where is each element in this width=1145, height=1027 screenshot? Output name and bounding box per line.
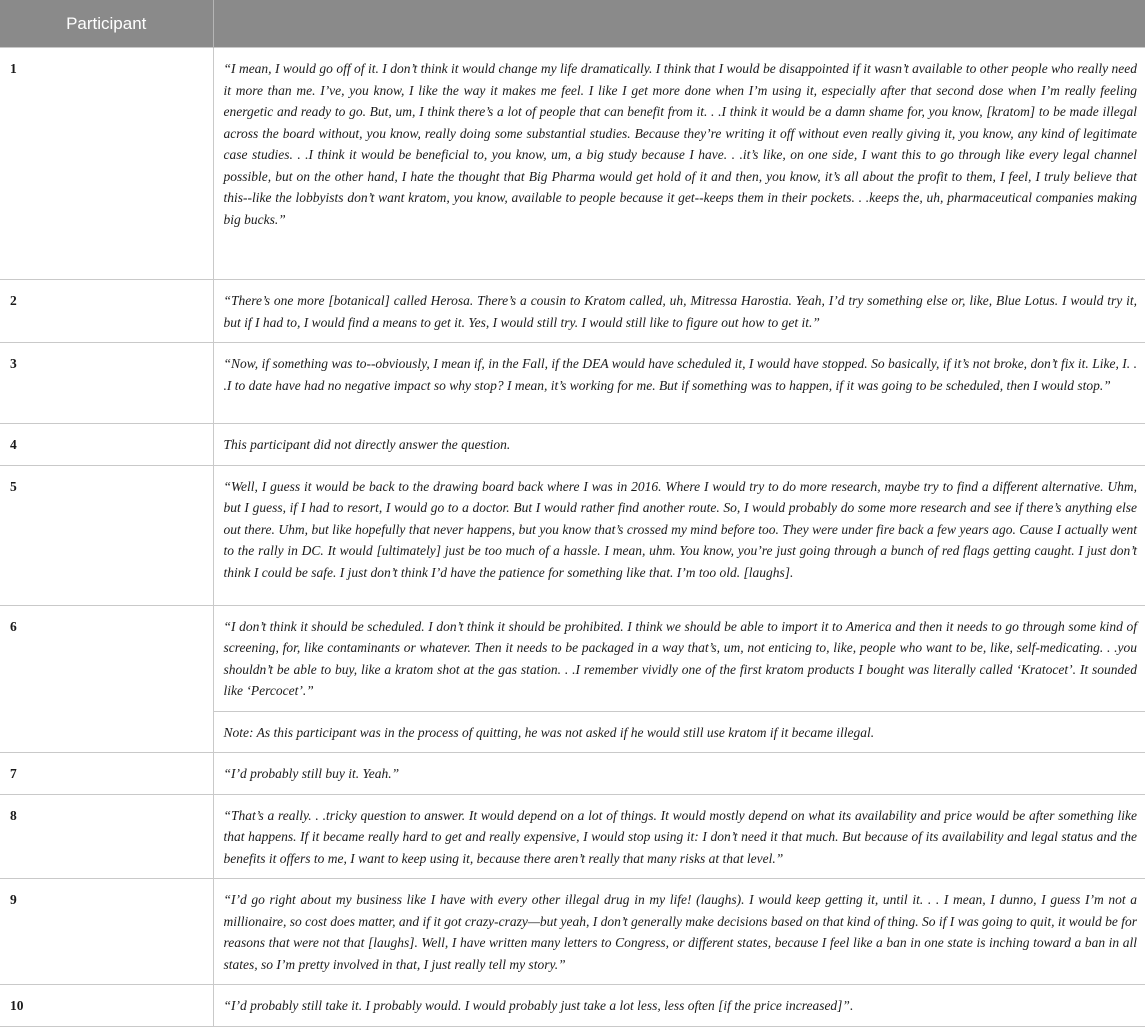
participant-quote: “Now, if something was to--obviously, I mean if, in the Fall, if the DEA would have scheduled it, I would have stopped. So basically, if it’s not broke, don’t fix it. Like, I. . .I to date have had no negative impact so why stop? I mean, it’s working for me. But if something was to happen, if it was going to be scheduled, then I would stop.” (213, 343, 1145, 424)
participant-id: 4 (0, 424, 213, 466)
participant-id: 5 (0, 465, 213, 605)
participant-column-header: Participant (0, 0, 213, 48)
participant-id: 3 (0, 343, 213, 424)
participant-quote: “I’d probably still take it. I probably would. I would probably just take a lot less, less often [if the price increased]”. (213, 985, 1145, 1027)
table-body (0, 48, 1145, 1027)
participant-id: 9 (0, 879, 213, 985)
header-row (0, 0, 1145, 48)
table-row (0, 794, 1145, 879)
participant-id: 1 (0, 48, 213, 280)
table-row (0, 343, 1145, 424)
table-row (0, 879, 1145, 985)
table-row (0, 280, 1145, 343)
participant-quote: This participant did not directly answer the question. (213, 424, 1145, 466)
participant-id: 10 (0, 985, 213, 1027)
table-row (0, 985, 1145, 1027)
participant-note: Note: As this participant was in the process of quitting, he was not asked if he would still use kratom if it became illegal. (213, 711, 1145, 753)
table-header (0, 0, 1145, 48)
participant-id: 7 (0, 753, 213, 795)
table-row (0, 48, 1145, 280)
participant-quote: “That’s a really. . .tricky question to answer. It would depend on a lot of things. It would mostly depend on what its availability and price would be after something like that happens. If it became really hard to get and really expensive, I would stop using it: I don’t need it that much. But because of its availability and legal status and the benefits it offers to me, I want to keep using it, because there aren’t really that many risks at that level.” (213, 794, 1145, 879)
table-row (0, 424, 1145, 466)
participant-quote: “I don’t think it should be scheduled. I don’t think it should be prohibited. I think we should be able to import it to America and then it needs to go through some kind of screening, for, like contaminants or whatever. Then it needs to be packaged in a way that’s, um, not enticing to, like, people who want to be, like, self-medicating. . .you shouldn’t be able to buy, like a kratom shot at the gas station. . .I remember vividly one of the first kratom products I bought was literally called ‘Kratocet’. It sounded like ‘Percocet’.” (213, 605, 1145, 711)
participant-quote: “There’s one more [botanical] called Herosa. There’s a cousin to Kratom called, uh, Mitressa Harostia. Yeah, I’d try something else or, like, Blue Lotus. I would try it, but if I had to, I would find a means to get it. Yes, I would still try. I would still like to figure out how to get it.” (213, 280, 1145, 343)
participant-quote: “I mean, I would go off of it. I don’t think it would change my life dramatically. I think that I would be disappointed if it wasn’t available to other people who really need it more than me. I’ve, you know, I like the way it makes me feel. I like I get more done when I’m using it, especially after that second dose when I’m really feeling energetic and ready to go. But, um, I think there’s a lot of people that can benefit from it. . .I think it would be a damn shame for, you know, [kratom] to be made illegal across the board without, you know, really doing some substantial studies. Because they’re writing it off without even really giving it, you know, any kind of legitimate case studies. . .I think it would be beneficial to, you know, um, a big study because I have. . .it’s like, on one side, I want this to go through like every legal channel possible, but on the other hand, I hate the thought that Big Pharma would get hold of it and then, you know, it’s all about the profit to them, I feel, I truly believe that this--like the lobbyists don’t want kratom, you know, available to people because it get--keeps them in their pockets. . .keeps the, uh, pharmaceutical companies making big bucks.” (213, 48, 1145, 280)
table-row (0, 753, 1145, 795)
table-row (0, 605, 1145, 711)
participant-id: 8 (0, 794, 213, 879)
participant-quote: “I’d go right about my business like I have with every other illegal drug in my life! (laughs). I would keep getting it, until it. . . I mean, I dunno, I guess I’m not a millionaire, so cost does matter, and if it got crazy-crazy—but yeah, I don’t generally make decisions based on that kind of thing. So if I was going to quit, it would be for reasons that were not that [laughs]. Well, I have written many letters to Congress, or different states, because I feel like a ban in one state is inching toward a ban in all states, so I’m pretty involved in that, I just really tell my story.” (213, 879, 1145, 985)
response-column-header (213, 0, 1145, 48)
table-row (0, 465, 1145, 605)
participant-quote: “I’d probably still buy it. Yeah.” (213, 753, 1145, 795)
participant-id: 2 (0, 280, 213, 343)
participant-quote: “Well, I guess it would be back to the drawing board back where I was in 2016. Where I would try to do more research, maybe try to find a different alternative. Uhm, but I guess, if I had to resort, I would go to a doctor. But I would rather find another route. So, I would probably do some more research and see if there’s anything else out there. Uhm, but like hopefully that never happens, but you know that’s crossed my mind before too. They were under fire back a few years ago. Cause I actually went to the rally in DC. It would [ultimately] just be too much of a hassle. I mean, uhm. You know, you’re just going through a bunch of red flags getting caught. I just don’t think I could be safe. I just don’t think I’d have the patience for something like that. I’m too old. [laughs]. (213, 465, 1145, 605)
participant-id: 6 (0, 605, 213, 753)
